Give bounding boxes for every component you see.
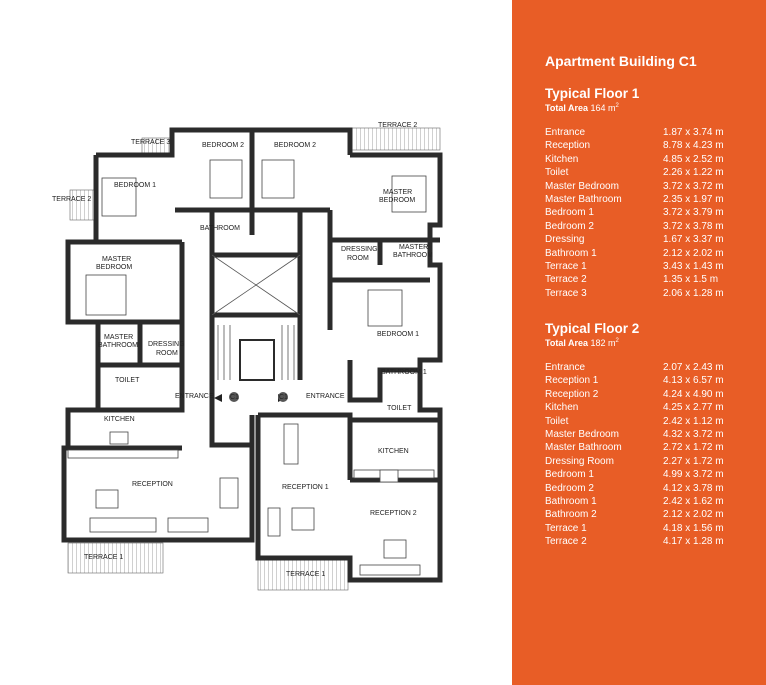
label-dressing-room-left-2: ROOM — [156, 350, 178, 357]
room-row: Reception 1 4.13 x 6.57 m — [545, 375, 724, 387]
floor-2-section — [545, 321, 755, 549]
label-terrace-2-top: TERRACE 2 — [378, 122, 418, 129]
bed — [210, 160, 242, 198]
floor-1-room-list — [545, 126, 755, 300]
label-dressing-room-right: DRESSING — [341, 246, 378, 253]
room-row: Bathroom 2 2.12 x 2.02 m — [545, 509, 724, 521]
floor-1-title: Typical Floor 1 — [545, 86, 640, 101]
label-entrance-right: ENTRANCE — [306, 393, 345, 400]
label-bathroom: BATHROOM — [200, 225, 240, 232]
room-row: Bathroom 1 2.42 x 1.62 m — [545, 496, 724, 508]
room-row: Reception 2 4.24 x 4.90 m — [545, 388, 724, 400]
label-kitchen-left: KITCHEN — [104, 416, 135, 423]
wall — [212, 210, 300, 255]
stove — [110, 432, 128, 444]
coffee-table — [384, 540, 406, 558]
label-entrance-left: ENTRANCE — [175, 393, 214, 400]
room-row: Entrance 2.07 x 2.43 m — [545, 362, 724, 373]
room-row: Bedroom 1 4.99 x 3.72 m — [545, 469, 724, 481]
room-row: Bathroom 1 2.12 x 2.02 m — [545, 247, 724, 259]
room-row: Dressing 1.67 x 3.37 m — [545, 234, 724, 246]
label-reception-left: RECEPTION — [132, 481, 173, 488]
coffee-table — [292, 508, 314, 530]
label-master-bedroom-right-2: BEDROOM — [379, 197, 416, 204]
terrace-2-left-area — [70, 190, 96, 220]
label-bedroom-2-left: BEDROOM 2 — [202, 142, 245, 149]
terrace-2-top-area — [350, 128, 440, 150]
armchair — [96, 490, 118, 508]
label-reception-2: RECEPTION 2 — [370, 510, 417, 517]
room-row: Master Bedroom 4.32 x 3.72 m — [545, 429, 724, 441]
room-row: Toilet 2.42 x 1.12 m — [545, 415, 724, 427]
label-master-bathroom-left-2: BATHROOM — [98, 342, 138, 349]
wall — [330, 210, 440, 240]
room-row: Bedroom 2 4.12 x 3.78 m — [545, 482, 724, 494]
label-bedroom-1-right: BEDROOM 1 — [377, 331, 420, 338]
label-master-bathroom-right-2: BATHROOM — [393, 252, 433, 259]
bed — [368, 290, 402, 326]
room-row: Toilet 2.26 x 1.22 m — [545, 167, 724, 179]
room-row: Terrace 1 4.18 x 1.56 m — [545, 522, 724, 534]
label-terrace-2-left: TERRACE 2 — [52, 196, 92, 203]
label-master-bathroom-left: MASTER — [104, 334, 134, 341]
room-row: Entrance 1.87 x 3.74 m — [545, 127, 724, 138]
label-master-bedroom-left: MASTER — [102, 256, 132, 263]
bed — [86, 275, 126, 315]
room-row: Terrace 2 1.35 x 1.5 m — [545, 274, 719, 286]
room-row: Terrace 1 3.43 x 1.43 m — [545, 261, 724, 273]
sofa — [268, 508, 280, 536]
label-master-bathroom-right: MASTER — [399, 244, 429, 251]
floor-2-room-list — [545, 361, 755, 549]
kitchen-counter — [68, 450, 178, 458]
label-c1-right: C1 — [279, 394, 288, 401]
floor-2-title: Typical Floor 2 — [545, 321, 640, 336]
dining-table — [284, 424, 298, 464]
wall — [350, 360, 420, 400]
room-row: Master Bathroom 2.72 x 1.72 m — [545, 442, 724, 454]
room-row: Kitchen 4.85 x 2.52 m — [545, 153, 724, 165]
entrance-arrow-left — [214, 394, 222, 402]
room-row: Terrace 3 2.06 x 1.28 m — [545, 287, 724, 299]
label-bedroom-1-left: BEDROOM 1 — [114, 182, 157, 189]
room-row: Bedroom 2 3.72 x 3.78 m — [545, 220, 724, 232]
room-row: Terrace 2 4.17 x 1.28 m — [545, 536, 724, 548]
stove — [380, 470, 398, 482]
sofa — [168, 518, 208, 532]
elevator — [240, 340, 274, 380]
room-row: Master Bedroom 3.72 x 3.72 m — [545, 180, 724, 192]
room-row: Dressing Room 2.27 x 1.72 m — [545, 455, 724, 467]
floor-1-total-area: Total Area 164 $m^2$ — [545, 103, 619, 113]
staircase — [218, 325, 294, 380]
label-bedroom-2-right: BEDROOM 2 — [274, 142, 317, 149]
room-row: Bedroom 1 3.72 x 3.79 m — [545, 207, 724, 219]
sofa — [90, 518, 156, 532]
label-reception-1: RECEPTION 1 — [282, 484, 329, 491]
bed — [262, 160, 294, 198]
label-c1-left: C1 — [230, 394, 239, 401]
label-dressing-room-left: DRESSING — [148, 341, 185, 348]
sofa — [360, 565, 420, 575]
room-row: Master Bathroom 2.35 x 1.97 m — [545, 194, 724, 206]
label-terrace-3: TERRACE 3 — [131, 139, 171, 146]
label-kitchen-right: KITCHEN — [378, 448, 409, 455]
label-terrace-1-left: TERRACE 1 — [84, 554, 124, 561]
dining-table — [220, 478, 238, 508]
floor-2-total-area: Total Area 182 $m^2$ — [545, 338, 619, 348]
label-terrace-1-right: TERRACE 1 — [286, 571, 326, 578]
info-panel — [512, 0, 766, 685]
label-toilet-right: TOILET — [387, 405, 412, 412]
label-bathroom-1-right: BATHROOM 1 — [381, 369, 427, 376]
label-toilet-left: TOILET — [115, 377, 140, 384]
label-master-bedroom-right: MASTER — [383, 189, 413, 196]
room-row: Reception 8.78 x 4.23 m — [545, 140, 724, 152]
label-master-bedroom-left-2: BEDROOM — [96, 264, 133, 271]
wall — [258, 415, 350, 480]
room-row: Kitchen 4.25 x 2.77 m — [545, 402, 724, 414]
label-dressing-room-right-2: ROOM — [347, 255, 369, 262]
floor-1-section — [545, 86, 755, 300]
building-title: Apartment Building C1 — [545, 53, 697, 69]
